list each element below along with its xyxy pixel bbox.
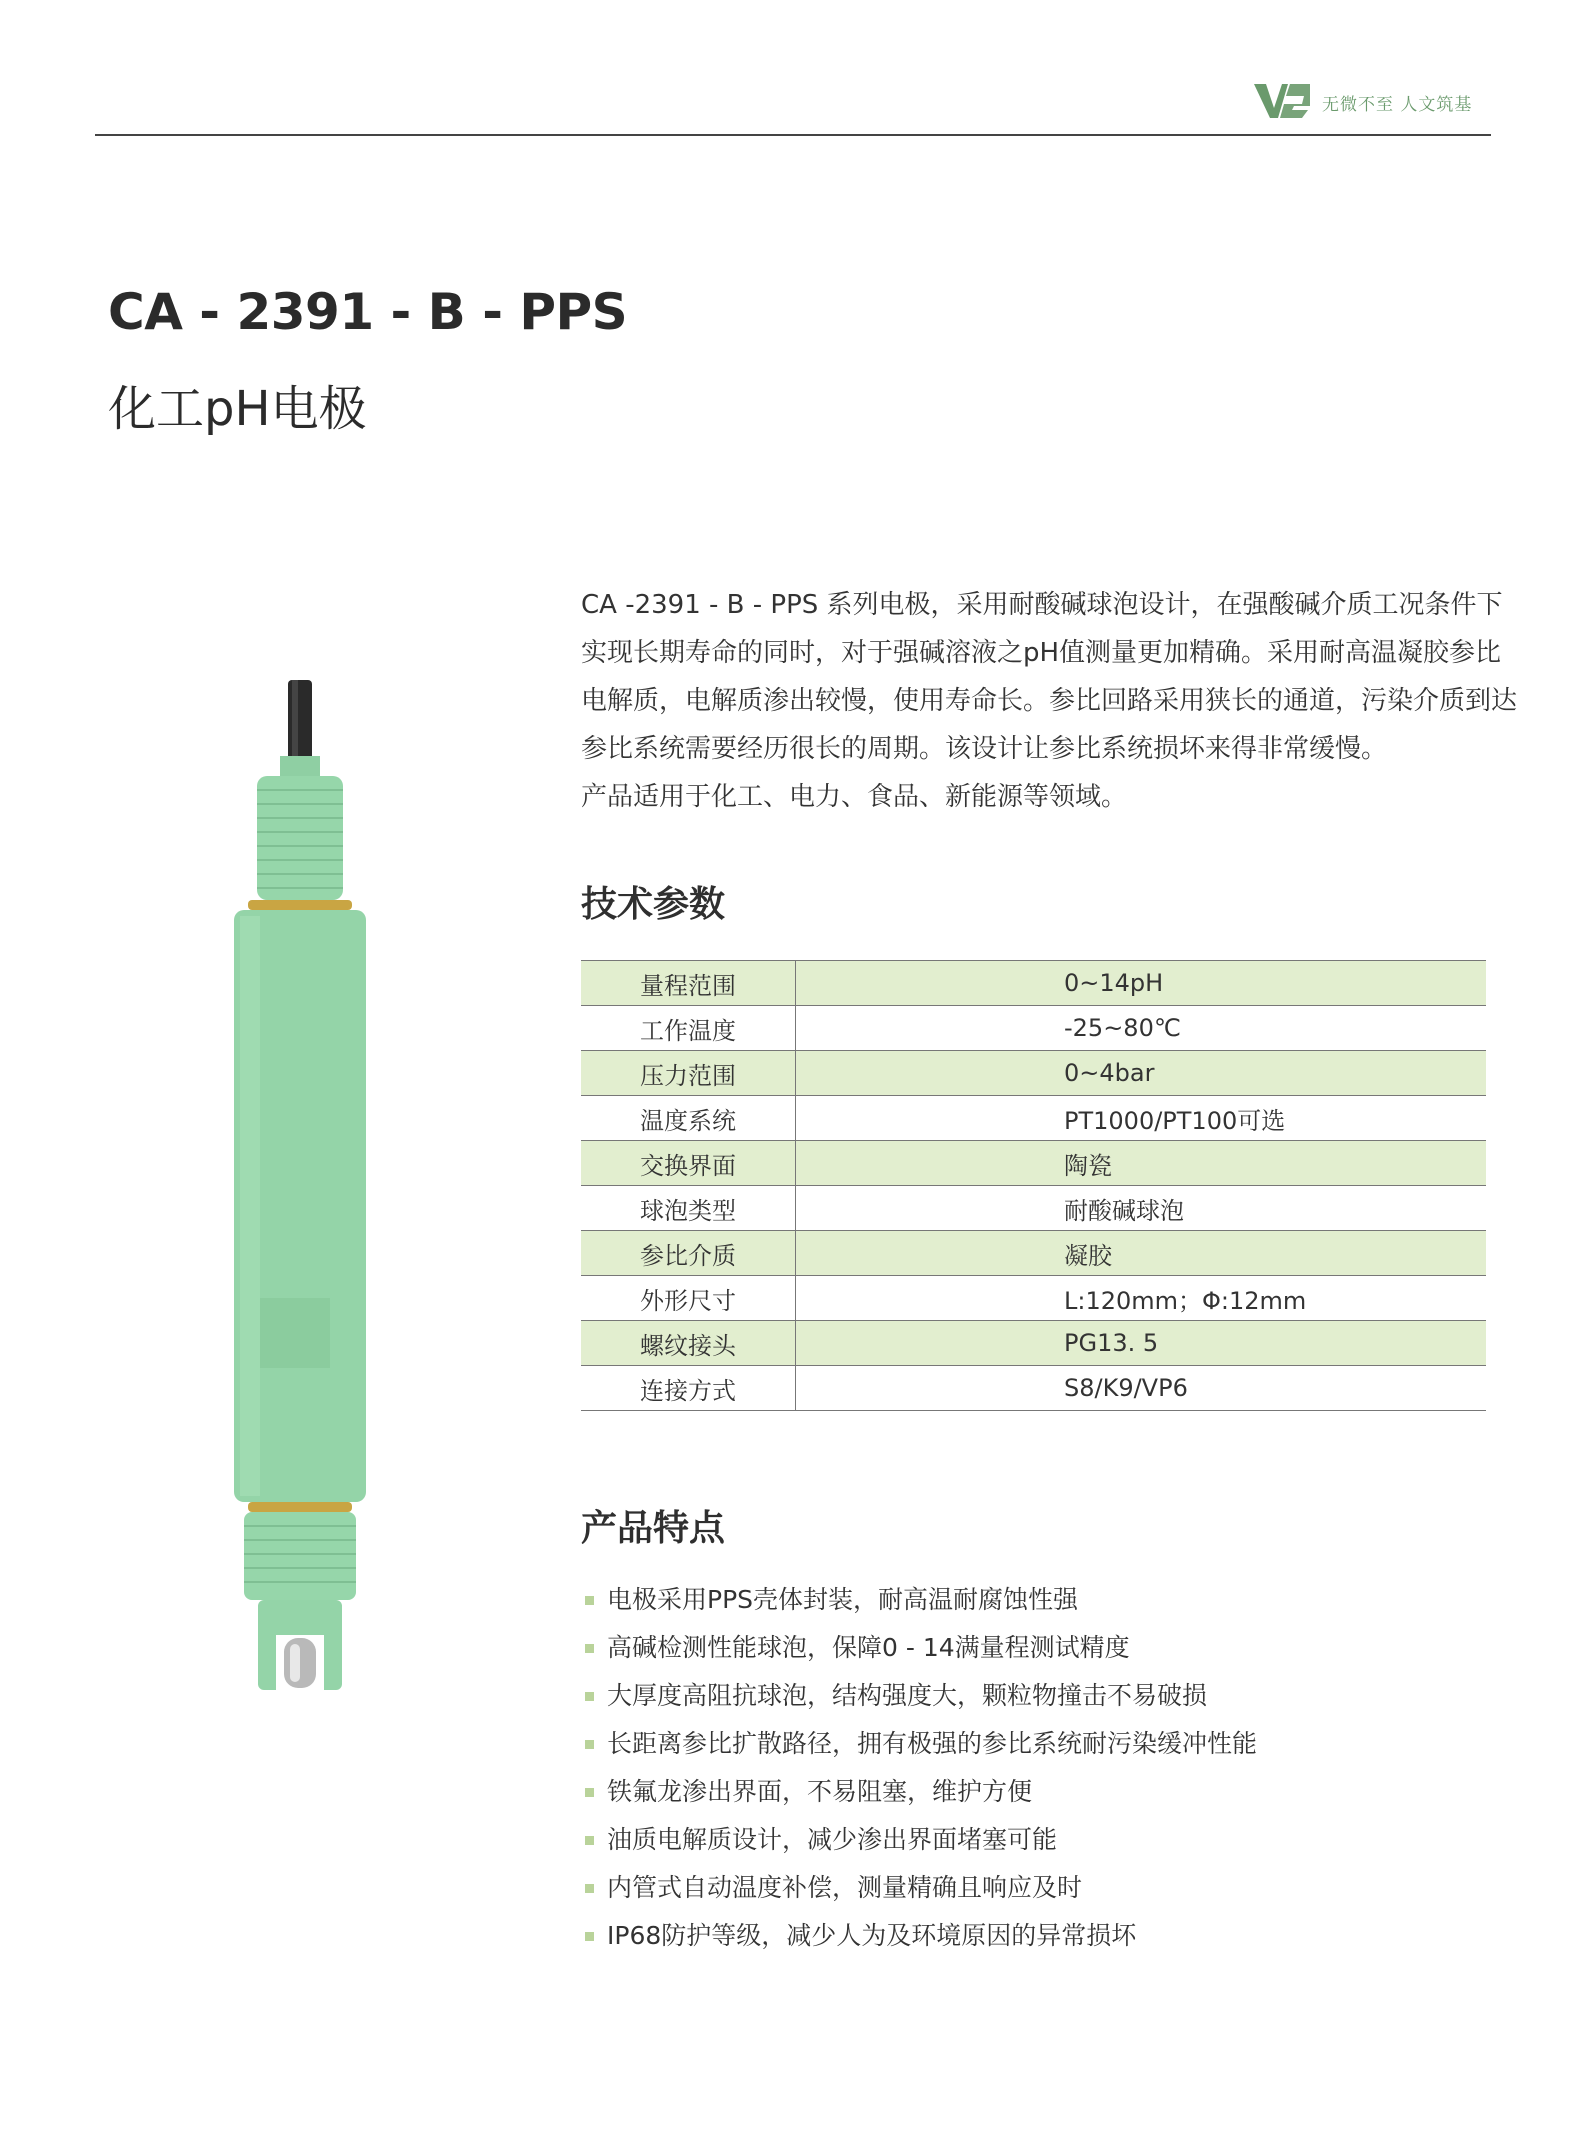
product-name: 化工pH电极 xyxy=(108,381,367,437)
spec-value: -25~80℃ xyxy=(796,1006,1487,1051)
spec-value: PT1000/PT100可选 xyxy=(796,1096,1487,1141)
spec-row xyxy=(581,1051,1486,1096)
spec-value: 陶瓷 xyxy=(796,1141,1487,1186)
spec-key: 外形尺寸 xyxy=(581,1276,796,1321)
intro-paragraph: CA -2391 - B - PPS 系列电极，采用耐酸碱球泡设计，在强酸碱介质工况条件下实现长期寿命的同时，对于强碱溶液之pH值测量更加精确。采用耐高温凝胶参比电解质，电解质渗出较慢，使用寿命长。参比回路采用狭长的通道，污染介质到达参比系统需要经历很长的周期。该设计让参比系统损坏来得非常缓慢。 xyxy=(581,590,1518,764)
spec-row xyxy=(581,1366,1486,1411)
square-bullet-icon xyxy=(585,1884,594,1893)
spec-row xyxy=(581,1231,1486,1276)
features-section-title: 产品特点 xyxy=(581,1508,726,1549)
feature-text: 长距离参比扩散路径，拥有极强的参比系统耐污染缓冲性能 xyxy=(607,1729,1258,1758)
feature-item xyxy=(581,1576,1257,1624)
feature-text: IP68防护等级，减少人为及环境原因的异常损坏 xyxy=(607,1921,1137,1950)
intro-paragraph: 产品适用于化工、电力、食品、新能源等领域。 xyxy=(581,782,1128,812)
square-bullet-icon xyxy=(585,1692,594,1701)
feature-text: 高碱检测性能球泡，保障0 - 14满量程测试精度 xyxy=(607,1633,1130,1662)
spec-value: 0~14pH xyxy=(796,961,1487,1006)
spec-key: 球泡类型 xyxy=(581,1186,796,1231)
header-divider xyxy=(95,134,1491,136)
spec-key: 工作温度 xyxy=(581,1006,796,1051)
brand-slogan: 无微不至 人文筑基 xyxy=(1322,95,1473,115)
spec-key: 参比介质 xyxy=(581,1231,796,1276)
feature-item xyxy=(581,1672,1257,1720)
spec-value: 耐酸碱球泡 xyxy=(796,1186,1487,1231)
feature-item xyxy=(581,1720,1257,1768)
square-bullet-icon xyxy=(585,1836,594,1845)
feature-text: 大厚度高阻抗球泡，结构强度大，颗粒物撞击不易破损 xyxy=(607,1681,1208,1710)
spec-value: L:120mm；Φ:12mm xyxy=(796,1276,1487,1321)
ph-electrode-image xyxy=(200,680,400,1700)
feature-item xyxy=(581,1624,1257,1672)
spec-row xyxy=(581,1141,1486,1186)
feature-text: 油质电解质设计，减少渗出界面堵塞可能 xyxy=(607,1825,1058,1854)
spec-key: 量程范围 xyxy=(581,961,796,1006)
spec-key: 交换界面 xyxy=(581,1141,796,1186)
spec-value: 0~4bar xyxy=(796,1051,1487,1096)
product-intro xyxy=(581,581,1521,821)
brand-logo xyxy=(1252,76,1492,126)
feature-item xyxy=(581,1816,1257,1864)
spec-row xyxy=(581,1276,1486,1321)
spec-key: 温度系统 xyxy=(581,1096,796,1141)
product-model: CA - 2391 - B - PPS xyxy=(108,283,628,341)
spec-row xyxy=(581,1096,1486,1141)
spec-table xyxy=(581,960,1486,1411)
spec-section-title: 技术参数 xyxy=(581,884,726,925)
feature-item xyxy=(581,1912,1257,1960)
spec-row xyxy=(581,1321,1486,1366)
feature-text: 内管式自动温度补偿，测量精确且响应及时 xyxy=(607,1873,1083,1902)
square-bullet-icon xyxy=(585,1740,594,1749)
square-bullet-icon xyxy=(585,1644,594,1653)
spec-value: 凝胶 xyxy=(796,1231,1487,1276)
spec-row xyxy=(581,1006,1486,1051)
spec-value: PG13. 5 xyxy=(796,1321,1487,1366)
feature-item xyxy=(581,1768,1257,1816)
square-bullet-icon xyxy=(585,1932,594,1941)
features-list xyxy=(581,1576,1257,1960)
spec-key: 连接方式 xyxy=(581,1366,796,1411)
spec-key: 螺纹接头 xyxy=(581,1321,796,1366)
spec-row xyxy=(581,1186,1486,1231)
spec-key: 压力范围 xyxy=(581,1051,796,1096)
square-bullet-icon xyxy=(585,1596,594,1605)
vs-logo-icon xyxy=(1252,76,1312,126)
feature-text: 铁氟龙渗出界面，不易阻塞，维护方便 xyxy=(607,1777,1033,1806)
feature-text: 电极采用PPS壳体封装，耐高温耐腐蚀性强 xyxy=(607,1585,1079,1614)
square-bullet-icon xyxy=(585,1788,594,1797)
spec-row xyxy=(581,961,1486,1006)
feature-item xyxy=(581,1864,1257,1912)
spec-value: S8/K9/VP6 xyxy=(796,1366,1487,1411)
